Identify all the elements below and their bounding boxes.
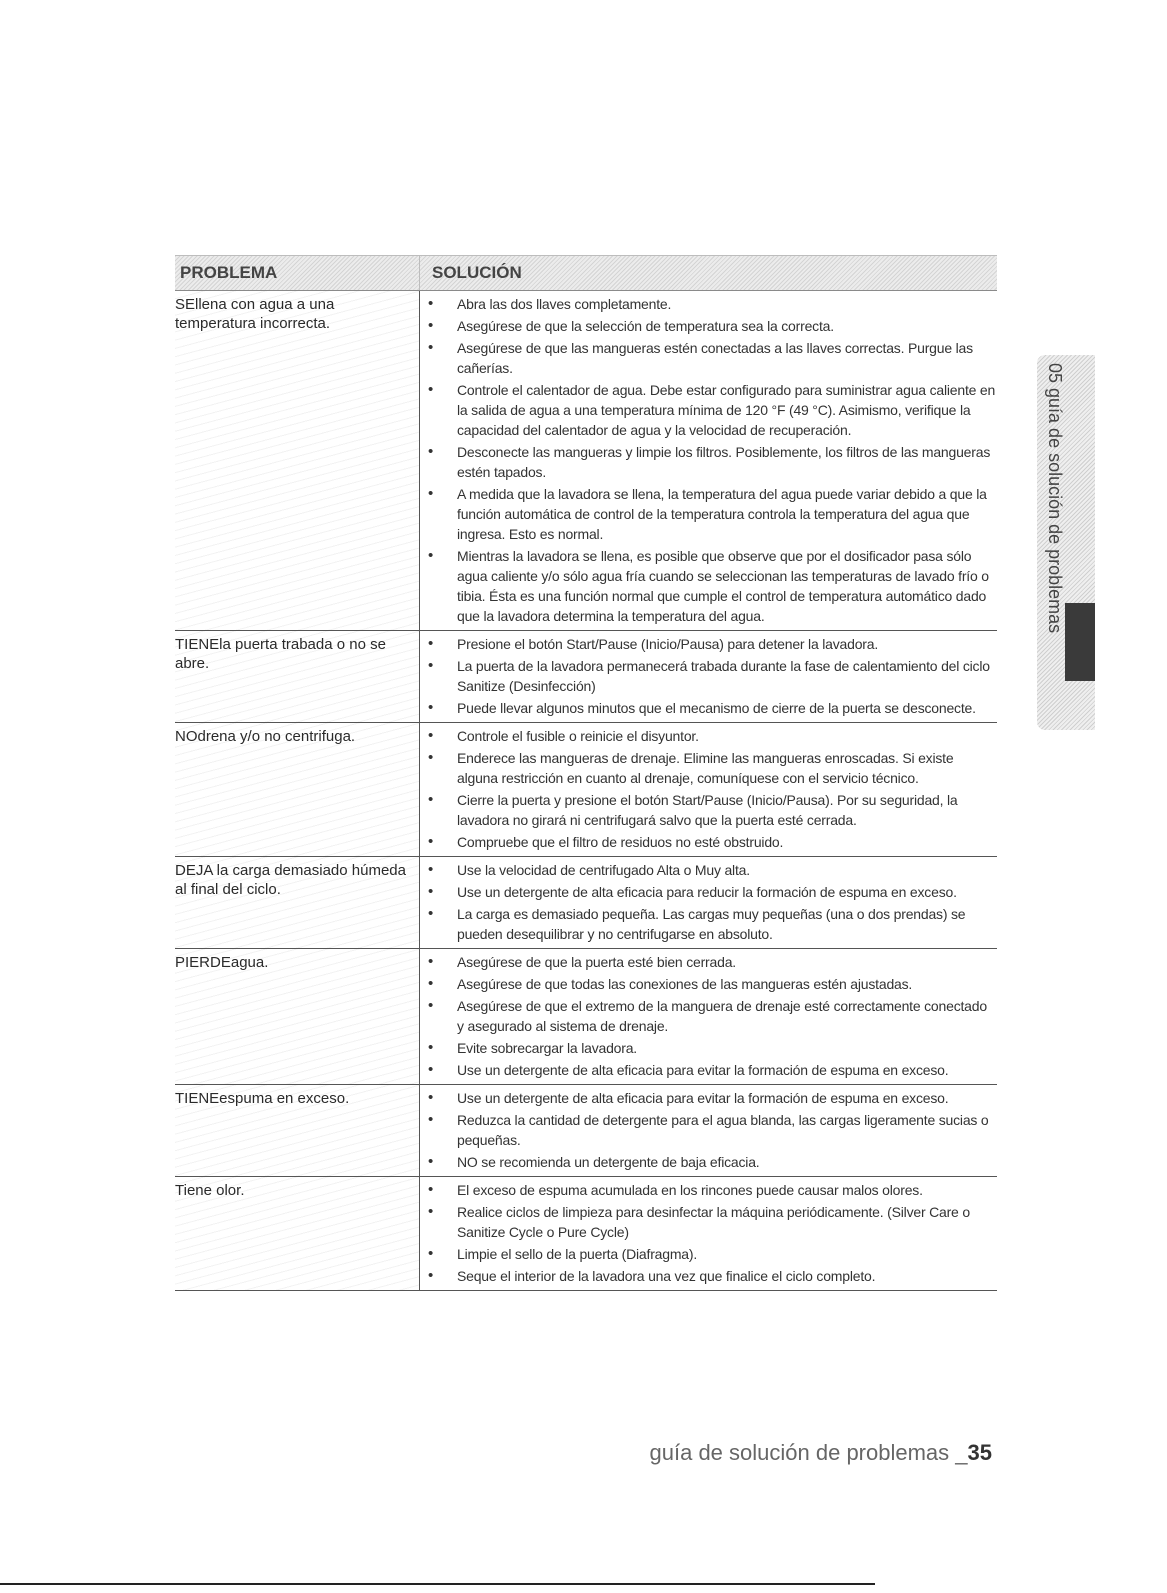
solution-item: • El exceso de espuma acumulada en los rincones puede causar malos olores. [428,1180,997,1200]
solution-item: • Use un detergente de alta eficacia para evitar la formación de espuma en exceso. [428,1088,997,1108]
solution-item: • Desconecte las mangueras y limpie los filtros. Posiblemente, los filtros de las mangueras estén tapados. [428,442,997,482]
solution-item: • Asegúrese de que las mangueras estén conectadas a las llaves correctas. Purgue las cañerías. [428,338,997,378]
solution-item: • Use la velocidad de centrifugado Alta o Muy alta. [428,860,997,880]
solution-list [428,860,997,944]
solution-list [428,294,997,626]
solution-item: • Controle el fusible o reinicie el disyuntor. [428,726,997,746]
solution-cell [419,291,997,630]
problem-cell: SEllena con agua a una temperatura incorrecta. [175,291,419,630]
problem-cell: TIENEespuma en exceso. [175,1085,419,1176]
problem-cell: Tiene olor. [175,1177,419,1290]
solution-item: • Compruebe que el filtro de residuos no esté obstruido. [428,832,997,852]
side-tab-marker [1065,603,1095,681]
solution-item: • Seque el interior de la lavadora una vez que finalice el ciclo completo. [428,1266,997,1286]
solution-list [428,952,997,1080]
table-row [175,723,997,857]
page-number: 35 [967,1440,992,1465]
page-footer [650,1440,992,1466]
solution-item: • Reduzca la cantidad de detergente para el agua blanda, las cargas ligeramente sucias o pequeñas. [428,1110,997,1150]
solution-item: • Use un detergente de alta eficacia para reducir la formación de espuma en exceso. [428,882,997,902]
table-row [175,949,997,1085]
bottom-rule [0,1583,875,1585]
solution-list [428,1180,997,1286]
problem-cell: DEJA la carga demasiado húmeda al final del ciclo. [175,857,419,948]
solution-item: • Puede llevar algunos minutos que el mecanismo de cierre de la puerta se desconecte. [428,698,997,718]
solution-item: • La puerta de la lavadora permanecerá trabada durante la fase de calentamiento del ciclo Sanitize (Desinfección) [428,656,997,696]
problem-cell: NOdrena y/o no centrifuga. [175,723,419,856]
troubleshooting-table [175,255,997,1291]
solution-item: • Evite sobrecargar la lavadora. [428,1038,997,1058]
solution-item: • La carga es demasiado pequeña. Las cargas muy pequeñas (una o dos prendas) se pueden desequilibrar y no centrifugarse en absoluto. [428,904,997,944]
side-tab-label: 05 guía de solución de problemas [1045,363,1065,634]
solution-item: • Mientras la lavadora se llena, es posible que observe que por el dosificador pasa sólo agua caliente y/o sólo agua fría cuando se seleccionan las temperaturas de lavado frío o tibia. Ésta es una función normal que cumple el control de temperatura automático dado que la lavadora determina la temperatura del agua. [428,546,997,626]
solution-list [428,1088,997,1172]
table-row [175,631,997,723]
solution-cell [419,949,997,1084]
solution-item: • Asegúrese de que la puerta esté bien cerrada. [428,952,997,972]
solution-list [428,726,997,852]
solution-item: • A medida que la lavadora se llena, la temperatura del agua puede variar debido a que la función automática de control de la temperatura controla la temperatura del agua que ingresa. Esto es normal. [428,484,997,544]
header-solution: SOLUCIÓN [419,256,997,290]
solution-list [428,634,997,718]
solution-cell [419,631,997,722]
solution-cell [419,1177,997,1290]
footer-title: guía de solución de problemas _ [649,1440,968,1465]
table-row [175,1085,997,1177]
table-row [175,857,997,949]
solution-cell [419,1085,997,1176]
solution-item: • Asegúrese de que todas las conexiones de las mangueras estén ajustadas. [428,974,997,994]
solution-item: • Enderece las mangueras de drenaje. Elimine las mangueras enroscadas. Si existe alguna restricción en cuanto al drenaje, comuníquese con el servicio técnico. [428,748,997,788]
solution-item: • Controle el calentador de agua. Debe estar configurado para suministrar agua caliente en la salida de agua a una temperatura mínima de 120 °F (49 °C). Asimismo, verifique la capacidad del calentador de agua y la velocidad de recuperación. [428,380,997,440]
solution-item: • Asegúrese de que la selección de temperatura sea la correcta. [428,316,997,336]
header-problem: PROBLEMA [180,263,278,282]
problem-cell: PIERDEagua. [175,949,419,1084]
problem-cell: TIENEla puerta trabada o no se abre. [175,631,419,722]
solution-item: • Realice ciclos de limpieza para desinfectar la máquina periódicamente. (Silver Care o Sanitize Cycle o Pure Cycle) [428,1202,997,1242]
solution-item: • Use un detergente de alta eficacia para evitar la formación de espuma en exceso. [428,1060,997,1080]
solution-item: • Asegúrese de que el extremo de la manguera de drenaje esté correctamente conectado y asegurado al sistema de drenaje. [428,996,997,1036]
solution-item: • Abra las dos llaves completamente. [428,294,997,314]
solution-item: • Presione el botón Start/Pause (Inicio/Pausa) para detener la lavadora. [428,634,997,654]
solution-cell [419,723,997,856]
chapter-side-tab [1037,355,1095,730]
table-header [175,255,997,291]
solution-item: • NO se recomienda un detergente de baja eficacia. [428,1152,997,1172]
solution-cell [419,857,997,948]
table-row [175,291,997,631]
table-body [175,291,997,1291]
solution-item: • Cierre la puerta y presione el botón Start/Pause (Inicio/Pausa). Por su seguridad, la lavadora no girará ni centrifugará salvo que la puerta esté cerrada. [428,790,997,830]
table-row [175,1177,997,1291]
solution-item: • Limpie el sello de la puerta (Diafragma). [428,1244,997,1264]
